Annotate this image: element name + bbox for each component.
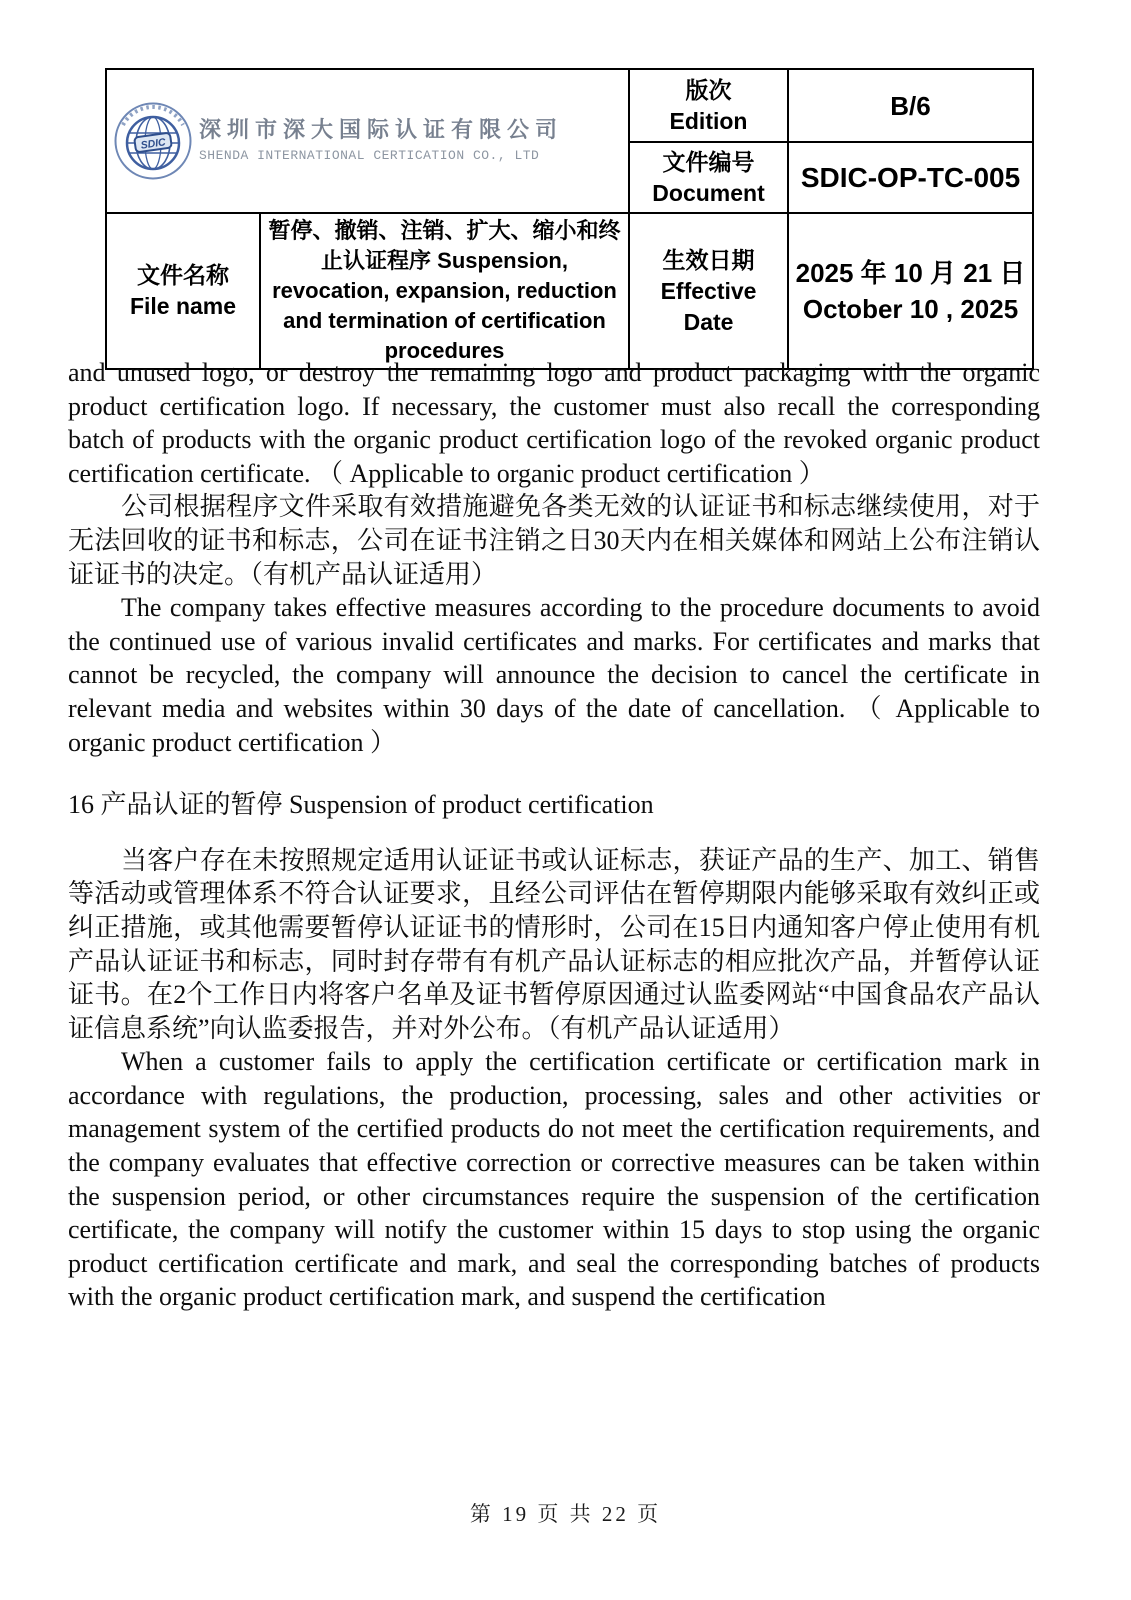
document-header-table [105,68,1034,370]
sdic-globe-logo-icon [113,101,193,181]
effective-date-value [788,213,1033,369]
document-number-label [629,142,788,213]
paragraph-cancel-announce-zh: 公司根据程序文件采取有效措施避免各类无效的认证证书和标志继续使用，对于无法回收的证书和标志，公司在证书注销之日30天内在相关媒体和网站上公布注销认证证书的决定。（有机产品认证适用） [68,492,1040,589]
effective-date-value-cn: 2025 年 10 月 21 日 [795,258,1026,288]
edition-value: B/6 [788,69,1033,142]
document-number-label-en: Document [652,179,765,206]
section-16-heading: 16 产品认证的暂停 Suspension of product certification [68,790,654,820]
file-name-label-en: File name [129,293,237,319]
effective-date-label-cn: 生效日期 [662,246,755,273]
file-name-label-cn: 文件名称 [137,262,229,288]
svg-text:SDIC: SDIC [139,136,167,152]
paragraph-suspension-zh: 当客户存在未按照规定适用认证证书或认证标志，获证产品的生产、加工、销售等活动或管理体系不符合认证要求，且经公司评估在暂停期限内能够采取有效纠正或纠正措施，或其他需要暂停认证证书的情形时，公司在15日内通知客户停止使用有机产品认证证书和标志，同时封存带有有机产品认证标志的相应批次产品，并暂停认证证书。在2个工作日内将客户名单及证书暂停原因通过认监委网站“中国食品农产品认证信息系统”向认监委报告，并对外公布。（有机产品认证适用） [68,845,1040,1043]
company-name-english: SHENDA INTERNATIONAL CERTICATION CO., LTD [199,148,540,163]
effective-date-value-en: October 10 , 2025 [802,294,1019,324]
edition-label-en: Edition [669,107,748,134]
page-number: 第 19 页 共 22 页 [469,1502,662,1526]
paragraph-suspension-en: When a customer fails to apply the certification certificate or certification mark in accordance with regulations, the production, processing, sales and other activities or management system of the certified products do not meet the certification requirements, and the company evaluates that effective correction or corrective measures can be taken within the suspension period, or other circumstances require the suspension of the certification certificate, the company will notify the customer within 15 days to stop using the organic product certification certificate and mark, and seal the corresponding batches of products with the organic product certification mark, and suspend the certification [68,1047,1040,1312]
document-number-label-cn: 文件编号 [662,148,755,175]
paragraph-cancel-announce-en: The company takes effective measures according to the procedure documents to avoid the continued use of various invalid certificates and marks. For certificates and marks that cannot be recycled, the company will announce the decision to cancel the certificate in relevant media and websites within 30 days of the date of cancellation. （ Applicable to organic product certification ） [68,593,1040,757]
company-name-chinese: 深圳市深大国际认证有限公司 [199,117,564,142]
file-name-label [106,213,260,369]
effective-date-label-en2: Date [683,308,734,335]
document-number-value: SDIC-OP-TC-005 [788,142,1033,213]
company-logo-cell [106,69,629,213]
effective-date-label [629,213,788,369]
file-name-value: 暂停、撤销、注销、扩大、缩小和终止认证程序 Suspension, revocation, expansion, reduction and termination of certification procedures [260,213,629,369]
effective-date-label-en1: Effective [660,277,757,304]
document-body [68,356,1040,1314]
paragraph-revocation-continuation: and unused logo, or destroy the remaining logo and product packaging with the organic product certification logo. If necessary, the customer must also recall the corresponding batch of products with the organic product certification logo of the revoked organic product certification certificate. （ Applicable to organic product certification ） [68,358,1040,488]
edition-label [629,69,788,142]
edition-label-cn: 版次 [685,76,732,103]
